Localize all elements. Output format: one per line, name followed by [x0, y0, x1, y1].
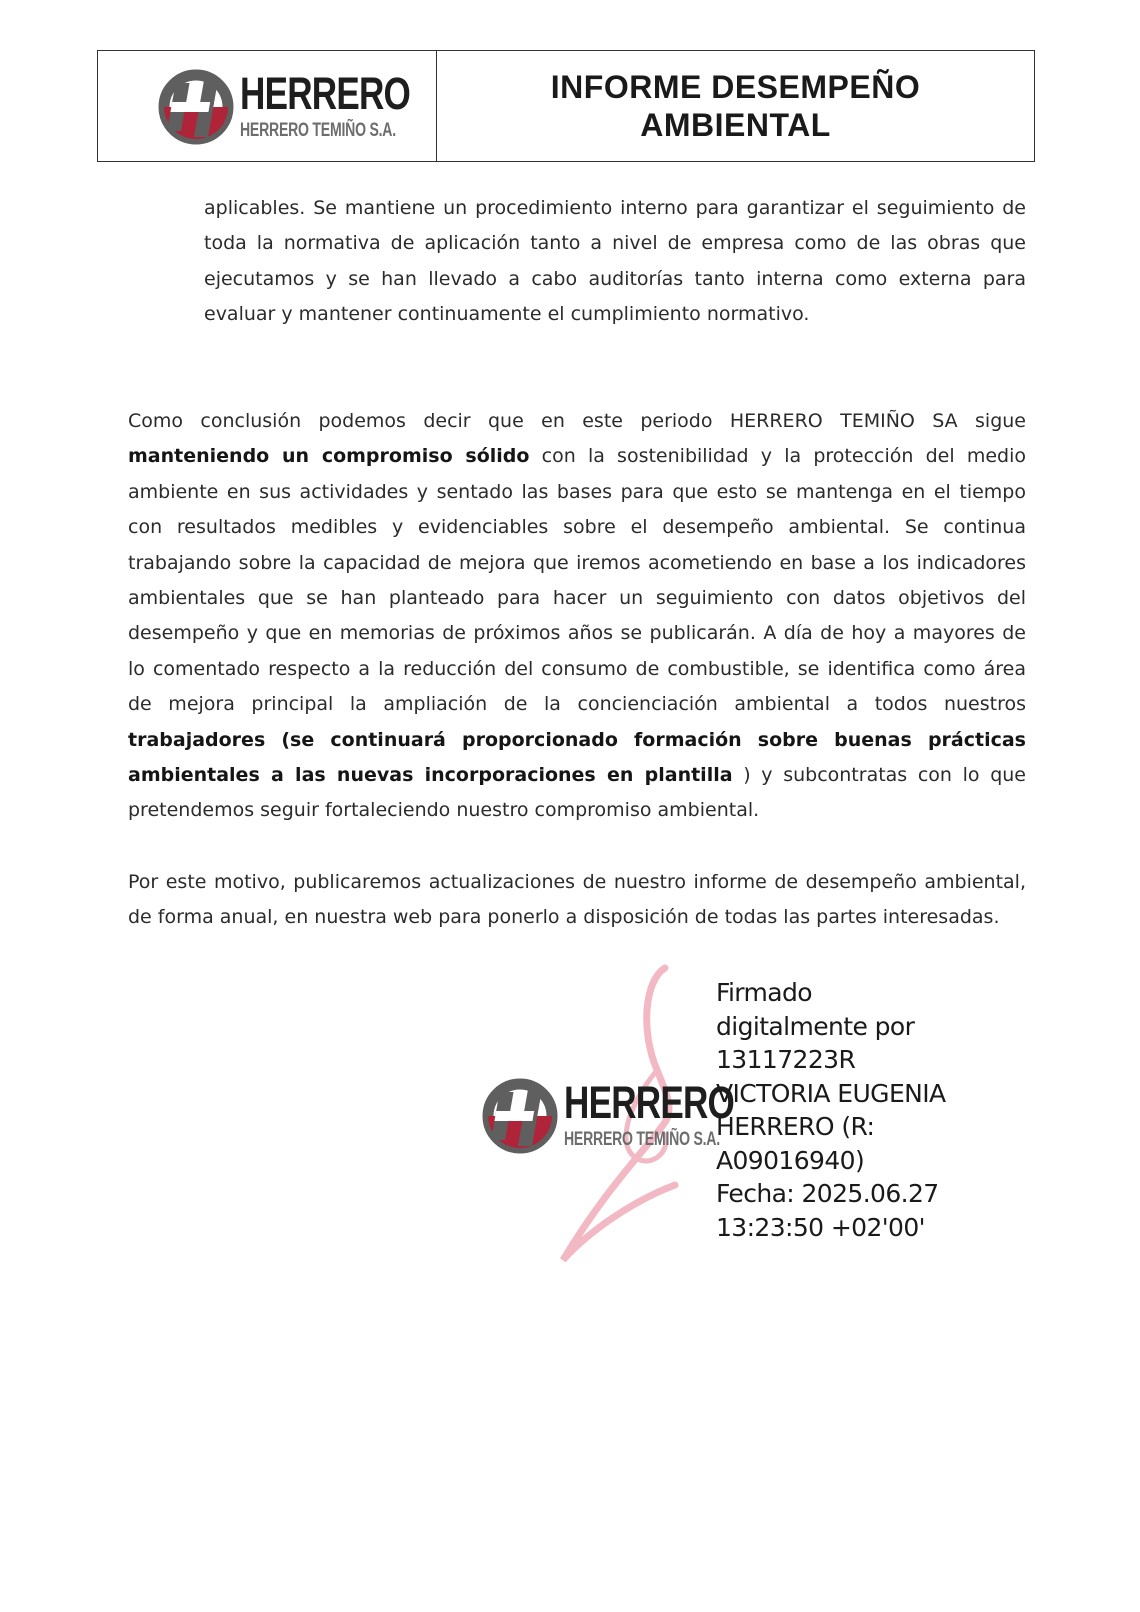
signature-line: Firmado — [716, 978, 812, 1007]
conclusion-text-3: ) y subcontratas con lo que pretendemos seguir fortaleciendo nuestro compromiso ambiental. — [128, 764, 1026, 822]
signature-details — [716, 976, 976, 1244]
logo-name: HERRERO — [240, 68, 411, 119]
header-title-cell — [437, 51, 1034, 161]
paragraph-conclusion — [128, 404, 1026, 829]
signature-logo-icon — [482, 1078, 564, 1154]
signature-line: A09016940) — [716, 1145, 865, 1175]
signature-line: 13:23:50 +02'00' — [716, 1212, 925, 1242]
signature-line: VICTORIA EUGENIA — [716, 1078, 946, 1108]
header-logo-cell — [98, 51, 437, 161]
logo-subname: HERRERO TEMIÑO S.A. — [240, 120, 396, 141]
document-title — [551, 68, 920, 144]
digital-signature — [470, 960, 970, 1280]
conclusion-text-2: con la sostenibilidad y la protección del medio ambiente en sus actividades y sentado las bases para que esto se mantenga en el tiempo con resultados medibles y evidenciables sobre el desempeño ambiental. Se continua trabajando sobre la capacidad de mejora que iremos acometiendo en base a los indicadores ambientales que se han planteado para hacer un seguimiento con datos objetivos del desempeño y que en memorias de próximos años se publicarán. A día de hoy a mayores de lo comentado respecto a la reducción del consumo de combustible, se identifica como área de mejora principal la ampliación de la concienciación ambiental a todos nuestros — [128, 445, 1026, 716]
signature-logo-name: HERRERO — [564, 1077, 735, 1128]
document-header — [97, 50, 1035, 162]
conclusion-text-1: Como conclusión podemos decir que en este periodo HERRERO TEMIÑO SA sigue — [128, 410, 1026, 432]
company-logo — [158, 69, 458, 145]
signature-logo-subname: HERRERO TEMIÑO S.A. — [564, 1129, 720, 1150]
conclusion-bold-2: trabajadores (se continuará proporcionado formación sobre buenas prácticas ambientales a las nuevas incorporaciones en plantilla — [128, 728, 1026, 787]
signature-line: 13117223R — [716, 1045, 856, 1074]
paragraph-annual-publication: Por este motivo, publicaremos actualizaciones de nuestro informe de desempeño ambiental, de forma anual, en nuestra web para ponerlo a disposición de todas las partes interesadas. — [128, 871, 1026, 929]
signature-line: Fecha: 2025.06.27 — [716, 1179, 939, 1208]
conclusion-bold-1: manteniendo un compromiso sólido — [128, 445, 530, 468]
document-title-line-1: INFORME DESEMPEÑO — [550, 69, 921, 105]
paragraph-normative-compliance: aplicables. Se mantiene un procedimiento interno para garantizar el seguimiento de toda la normativa de aplicación tanto a nivel de empresa como de las obras que ejecutamos y se han llevado a cabo auditorías tanto interna como externa para evaluar y mantener continuamente el cumplimiento normativo. — [204, 197, 1026, 326]
signature-line: HERRERO (R: — [716, 1112, 875, 1141]
signature-line: digitalmente por — [716, 1011, 915, 1041]
document-title-line-2: AMBIENTAL — [640, 107, 831, 143]
herrero-h-logo-icon — [158, 69, 240, 145]
